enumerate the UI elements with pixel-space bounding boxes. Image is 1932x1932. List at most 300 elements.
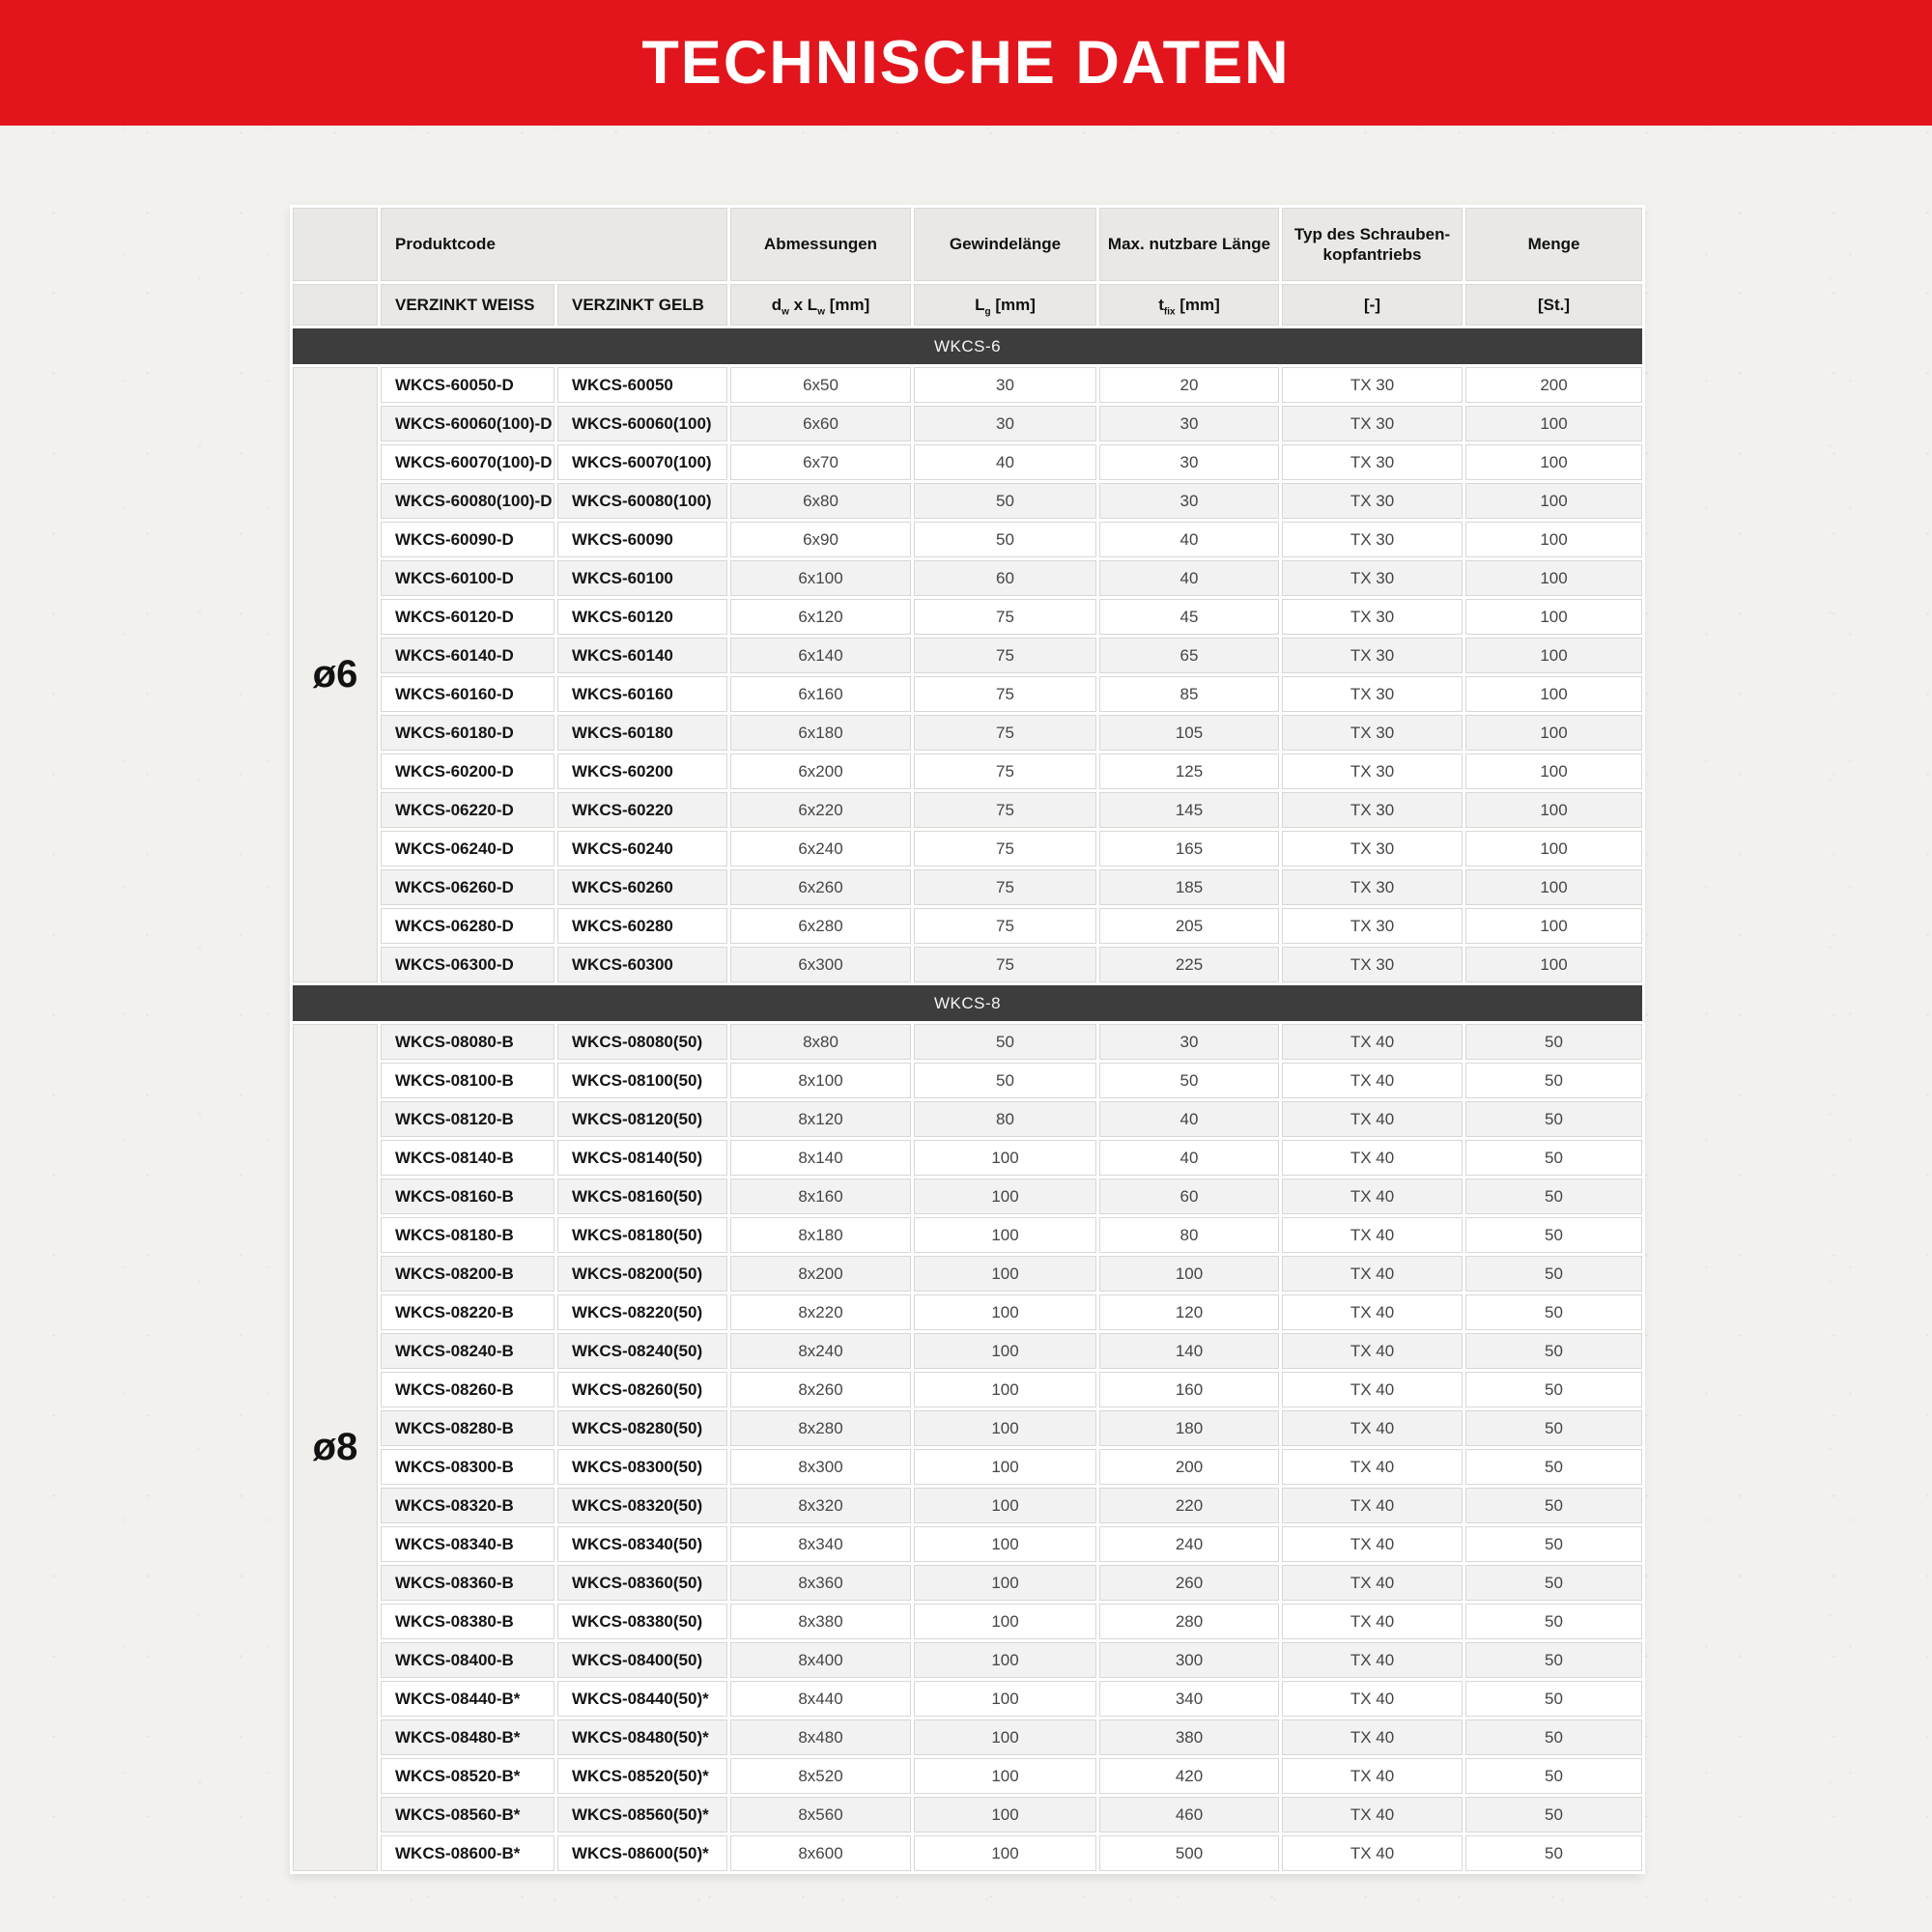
cell-dimensions: 6x70: [730, 444, 911, 480]
cell-drive-type: TX 40: [1282, 1256, 1463, 1292]
diameter-column-subheader: [293, 284, 378, 326]
cell-dimensions: 8x200: [730, 1256, 911, 1292]
cell-thread-length: 75: [914, 599, 1096, 635]
cell-dimensions: 8x120: [730, 1101, 911, 1137]
cell-thread-length: 60: [914, 560, 1096, 596]
table-row: [293, 1217, 1642, 1253]
cell-quantity: 50: [1465, 1719, 1642, 1755]
cell-code-gelb: WKCS-08120(50): [557, 1101, 727, 1137]
cell-dimensions: 8x280: [730, 1410, 911, 1446]
cell-quantity: 50: [1465, 1835, 1642, 1871]
table-row: [293, 560, 1642, 596]
cell-usable-length: 500: [1099, 1835, 1279, 1871]
cell-drive-type: TX 40: [1282, 1294, 1463, 1330]
cell-dimensions: 8x600: [730, 1835, 911, 1871]
cell-quantity: 100: [1465, 560, 1642, 596]
table-row: [293, 1719, 1642, 1755]
cell-code-weiss: WKCS-08480-B*: [381, 1719, 554, 1755]
cell-usable-length: 300: [1099, 1642, 1279, 1678]
cell-dimensions: 6x100: [730, 560, 911, 596]
cell-quantity: 50: [1465, 1101, 1642, 1137]
cell-code-weiss: WKCS-08240-B: [381, 1333, 554, 1369]
cell-drive-type: TX 30: [1282, 560, 1463, 596]
cell-usable-length: 240: [1099, 1526, 1279, 1562]
cell-drive-type: TX 30: [1282, 908, 1463, 944]
cell-dimensions: 8x140: [730, 1140, 911, 1176]
cell-code-gelb: WKCS-08380(50): [557, 1604, 727, 1639]
cell-usable-length: 180: [1099, 1410, 1279, 1446]
cell-code-weiss: WKCS-08260-B: [381, 1372, 554, 1407]
cell-code-weiss: WKCS-60050-D: [381, 367, 554, 403]
cell-code-weiss: WKCS-60140-D: [381, 638, 554, 673]
cell-thread-length: 75: [914, 869, 1096, 905]
cell-thread-length: 75: [914, 638, 1096, 673]
title-banner: [0, 0, 1932, 126]
table-row: [293, 1797, 1642, 1833]
cell-code-gelb: WKCS-60260: [557, 869, 727, 905]
cell-code-gelb: WKCS-08600(50)*: [557, 1835, 727, 1871]
cell-code-gelb: WKCS-08520(50)*: [557, 1758, 727, 1794]
table-row: [293, 1333, 1642, 1369]
cell-thread-length: 100: [914, 1179, 1096, 1214]
cell-quantity: 100: [1465, 638, 1642, 673]
cell-usable-length: 280: [1099, 1604, 1279, 1639]
cell-code-gelb: WKCS-60090: [557, 522, 727, 557]
cell-code-gelb: WKCS-60240: [557, 831, 727, 867]
table-row: [293, 1101, 1642, 1137]
cell-dimensions: 8x240: [730, 1333, 911, 1369]
cell-quantity: 100: [1465, 792, 1642, 828]
table-row: [293, 947, 1642, 982]
cell-thread-length: 100: [914, 1372, 1096, 1407]
cell-drive-type: TX 40: [1282, 1449, 1463, 1485]
cell-dimensions: 6x200: [730, 753, 911, 789]
cell-code-gelb: WKCS-08080(50): [557, 1024, 727, 1060]
table-row: [293, 1179, 1642, 1214]
cell-code-weiss: WKCS-08600-B*: [381, 1835, 554, 1871]
cell-thread-length: 100: [914, 1642, 1096, 1678]
cell-thread-length: 30: [914, 406, 1096, 441]
cell-quantity: 50: [1465, 1140, 1642, 1176]
cell-usable-length: 100: [1099, 1256, 1279, 1292]
col-subheader-drive-unit: [-]: [1282, 284, 1463, 326]
cell-quantity: 100: [1465, 676, 1642, 712]
cell-code-weiss: WKCS-60080(100)-D: [381, 483, 554, 519]
table-row: [293, 1526, 1642, 1562]
cell-thread-length: 75: [914, 792, 1096, 828]
cell-code-gelb: WKCS-08300(50): [557, 1449, 727, 1485]
cell-code-gelb: WKCS-60080(100): [557, 483, 727, 519]
cell-code-weiss: WKCS-08340-B: [381, 1526, 554, 1562]
cell-quantity: 50: [1465, 1410, 1642, 1446]
cell-drive-type: TX 40: [1282, 1719, 1463, 1755]
cell-drive-type: TX 40: [1282, 1642, 1463, 1678]
cell-drive-type: TX 30: [1282, 831, 1463, 867]
cell-code-gelb: WKCS-08100(50): [557, 1063, 727, 1098]
table-body: [293, 328, 1642, 1871]
cell-code-weiss: WKCS-08320-B: [381, 1488, 554, 1523]
cell-thread-length: 100: [914, 1217, 1096, 1253]
cell-usable-length: 30: [1099, 444, 1279, 480]
cell-dimensions: 6x220: [730, 792, 911, 828]
cell-code-weiss: WKCS-08180-B: [381, 1217, 554, 1253]
cell-dimensions: 8x220: [730, 1294, 911, 1330]
col-subheader-thread-length: $L_g$ [mm]: [914, 284, 1096, 326]
cell-usable-length: 40: [1099, 1101, 1279, 1137]
cell-code-weiss: WKCS-08200-B: [381, 1256, 554, 1292]
cell-quantity: 50: [1465, 1526, 1642, 1562]
cell-drive-type: TX 40: [1282, 1681, 1463, 1717]
cell-quantity: 100: [1465, 869, 1642, 905]
table-row: [293, 1604, 1642, 1639]
cell-code-weiss: WKCS-08120-B: [381, 1101, 554, 1137]
cell-code-weiss: WKCS-08520-B*: [381, 1758, 554, 1794]
cell-code-gelb: WKCS-08180(50): [557, 1217, 727, 1253]
table-row: [293, 792, 1642, 828]
cell-code-weiss: WKCS-08160-B: [381, 1179, 554, 1214]
section-header-label: WKCS-6: [293, 328, 1642, 364]
cell-dimensions: 6x50: [730, 367, 911, 403]
diameter-column-header: [293, 208, 378, 281]
cell-drive-type: TX 30: [1282, 638, 1463, 673]
col-header-max-nutzbare-laenge: Max. nutzbare Länge: [1099, 208, 1279, 281]
table-row: [293, 1758, 1642, 1794]
page-title: TECHNISCHE DATEN: [641, 28, 1291, 97]
cell-code-gelb: WKCS-60180: [557, 715, 727, 751]
cell-quantity: 50: [1465, 1565, 1642, 1601]
cell-code-gelb: WKCS-60280: [557, 908, 727, 944]
table-row: [293, 1488, 1642, 1523]
cell-usable-length: 45: [1099, 599, 1279, 635]
cell-quantity: 100: [1465, 599, 1642, 635]
cell-drive-type: TX 30: [1282, 367, 1463, 403]
cell-code-weiss: WKCS-08440-B*: [381, 1681, 554, 1717]
cell-quantity: 100: [1465, 908, 1642, 944]
cell-dimensions: 6x140: [730, 638, 911, 673]
cell-quantity: 50: [1465, 1642, 1642, 1678]
cell-code-gelb: WKCS-08240(50): [557, 1333, 727, 1369]
cell-quantity: 100: [1465, 753, 1642, 789]
cell-quantity: 100: [1465, 715, 1642, 751]
cell-usable-length: 260: [1099, 1565, 1279, 1601]
cell-usable-length: 205: [1099, 908, 1279, 944]
cell-thread-length: 75: [914, 753, 1096, 789]
table-row: [293, 1256, 1642, 1292]
cell-thread-length: 75: [914, 715, 1096, 751]
cell-dimensions: 8x400: [730, 1642, 911, 1678]
cell-drive-type: TX 40: [1282, 1604, 1463, 1639]
cell-quantity: 50: [1465, 1063, 1642, 1098]
cell-code-weiss: WKCS-60180-D: [381, 715, 554, 751]
cell-thread-length: 75: [914, 831, 1096, 867]
cell-thread-length: 50: [914, 1063, 1096, 1098]
cell-thread-length: 75: [914, 908, 1096, 944]
cell-usable-length: 20: [1099, 367, 1279, 403]
cell-code-gelb: WKCS-60050: [557, 367, 727, 403]
diameter-label: ø6: [293, 367, 378, 982]
cell-code-weiss: WKCS-60090-D: [381, 522, 554, 557]
col-subheader-verzinkt-gelb: VERZINKT GELB: [557, 284, 727, 326]
cell-drive-type: TX 30: [1282, 522, 1463, 557]
cell-dimensions: 6x300: [730, 947, 911, 982]
cell-code-weiss: WKCS-08300-B: [381, 1449, 554, 1485]
table-row: [293, 908, 1642, 944]
cell-code-weiss: WKCS-60070(100)-D: [381, 444, 554, 480]
cell-thread-length: 30: [914, 367, 1096, 403]
cell-thread-length: 40: [914, 444, 1096, 480]
cell-quantity: 100: [1465, 444, 1642, 480]
cell-drive-type: TX 40: [1282, 1565, 1463, 1601]
table-header: [293, 208, 1642, 326]
cell-code-weiss: WKCS-60200-D: [381, 753, 554, 789]
table-row: [293, 1410, 1642, 1446]
cell-usable-length: 200: [1099, 1449, 1279, 1485]
cell-code-weiss: WKCS-08560-B*: [381, 1797, 554, 1833]
col-header-produktcode: Produktcode: [381, 208, 727, 281]
cell-thread-length: 100: [914, 1294, 1096, 1330]
cell-thread-length: 100: [914, 1410, 1096, 1446]
cell-code-weiss: WKCS-08380-B: [381, 1604, 554, 1639]
cell-quantity: 50: [1465, 1604, 1642, 1639]
section-bar-row: [293, 985, 1642, 1021]
cell-thread-length: 100: [914, 1526, 1096, 1562]
cell-thread-length: 100: [914, 1797, 1096, 1833]
cell-usable-length: 120: [1099, 1294, 1279, 1330]
table-row: [293, 676, 1642, 712]
table-row: [293, 483, 1642, 519]
cell-dimensions: 8x520: [730, 1758, 911, 1794]
table-row: [293, 444, 1642, 480]
cell-quantity: 50: [1465, 1179, 1642, 1214]
cell-thread-length: 100: [914, 1681, 1096, 1717]
cell-thread-length: 50: [914, 522, 1096, 557]
cell-code-weiss: WKCS-08280-B: [381, 1410, 554, 1446]
cell-usable-length: 165: [1099, 831, 1279, 867]
cell-usable-length: 185: [1099, 869, 1279, 905]
table-row: [293, 1449, 1642, 1485]
cell-dimensions: 8x380: [730, 1604, 911, 1639]
cell-dimensions: 6x120: [730, 599, 911, 635]
cell-drive-type: TX 30: [1282, 869, 1463, 905]
cell-thread-length: 50: [914, 1024, 1096, 1060]
cell-drive-type: TX 30: [1282, 483, 1463, 519]
table-row: [293, 1835, 1642, 1871]
cell-quantity: 50: [1465, 1488, 1642, 1523]
cell-usable-length: 160: [1099, 1372, 1279, 1407]
table-row: [293, 599, 1642, 635]
cell-dimensions: 8x340: [730, 1526, 911, 1562]
table-row: [293, 1681, 1642, 1717]
cell-dimensions: 8x180: [730, 1217, 911, 1253]
cell-usable-length: 125: [1099, 753, 1279, 789]
cell-code-gelb: WKCS-08440(50)*: [557, 1681, 727, 1717]
col-header-menge: Menge: [1465, 208, 1642, 281]
cell-drive-type: TX 30: [1282, 715, 1463, 751]
cell-code-gelb: WKCS-08200(50): [557, 1256, 727, 1292]
cell-usable-length: 30: [1099, 483, 1279, 519]
cell-drive-type: TX 30: [1282, 792, 1463, 828]
cell-thread-length: 100: [914, 1604, 1096, 1639]
cell-thread-length: 75: [914, 676, 1096, 712]
cell-dimensions: 6x240: [730, 831, 911, 867]
cell-drive-type: TX 40: [1282, 1024, 1463, 1060]
cell-thread-length: 100: [914, 1488, 1096, 1523]
cell-code-gelb: WKCS-08400(50): [557, 1642, 727, 1678]
diameter-label: ø8: [293, 1024, 378, 1871]
cell-thread-length: 75: [914, 947, 1096, 982]
cell-quantity: 200: [1465, 367, 1642, 403]
cell-code-gelb: WKCS-08320(50): [557, 1488, 727, 1523]
cell-drive-type: TX 30: [1282, 753, 1463, 789]
table-row: [293, 1024, 1642, 1060]
col-subheader-dimensions: $d_w$ x $L_w$ [mm]: [730, 284, 911, 326]
cell-usable-length: 40: [1099, 1140, 1279, 1176]
cell-drive-type: TX 40: [1282, 1372, 1463, 1407]
cell-quantity: 100: [1465, 831, 1642, 867]
cell-drive-type: TX 40: [1282, 1063, 1463, 1098]
table-row: [293, 406, 1642, 441]
cell-thread-length: 100: [914, 1758, 1096, 1794]
cell-dimensions: 6x80: [730, 483, 911, 519]
col-header-gewindelaenge: Gewindelänge: [914, 208, 1096, 281]
cell-quantity: 50: [1465, 1449, 1642, 1485]
cell-usable-length: 225: [1099, 947, 1279, 982]
cell-dimensions: 8x480: [730, 1719, 911, 1755]
cell-code-gelb: WKCS-60100: [557, 560, 727, 596]
cell-code-gelb: WKCS-60160: [557, 676, 727, 712]
cell-quantity: 50: [1465, 1024, 1642, 1060]
cell-quantity: 50: [1465, 1256, 1642, 1292]
cell-usable-length: 105: [1099, 715, 1279, 751]
cell-usable-length: 140: [1099, 1333, 1279, 1369]
cell-usable-length: 380: [1099, 1719, 1279, 1755]
cell-drive-type: TX 30: [1282, 406, 1463, 441]
cell-drive-type: TX 40: [1282, 1758, 1463, 1794]
cell-thread-length: 100: [914, 1835, 1096, 1871]
cell-code-weiss: WKCS-06220-D: [381, 792, 554, 828]
cell-drive-type: TX 40: [1282, 1526, 1463, 1562]
section-bar-row: [293, 328, 1642, 364]
cell-thread-length: 100: [914, 1256, 1096, 1292]
table-row: [293, 1642, 1642, 1678]
table-row: [293, 522, 1642, 557]
cell-code-gelb: WKCS-08480(50)*: [557, 1719, 727, 1755]
cell-quantity: 100: [1465, 483, 1642, 519]
technical-data-table: [290, 205, 1645, 1874]
table-row: [293, 753, 1642, 789]
cell-code-weiss: WKCS-06240-D: [381, 831, 554, 867]
cell-thread-length: 100: [914, 1140, 1096, 1176]
technical-data-table-wrap: [290, 205, 1642, 1874]
cell-quantity: 50: [1465, 1217, 1642, 1253]
cell-code-weiss: WKCS-08220-B: [381, 1294, 554, 1330]
col-header-abmessungen: Abmessungen: [730, 208, 911, 281]
cell-drive-type: TX 40: [1282, 1835, 1463, 1871]
col-header-antriebstyp: Typ des Schrauben- kopfantriebs: [1282, 208, 1463, 281]
cell-code-gelb: WKCS-60070(100): [557, 444, 727, 480]
cell-drive-type: TX 30: [1282, 676, 1463, 712]
cell-code-gelb: WKCS-08560(50)*: [557, 1797, 727, 1833]
cell-drive-type: TX 40: [1282, 1140, 1463, 1176]
cell-thread-length: 100: [914, 1333, 1096, 1369]
cell-usable-length: 220: [1099, 1488, 1279, 1523]
col-subheader-verzinkt-weiss: VERZINKT WEISS: [381, 284, 554, 326]
cell-usable-length: 340: [1099, 1681, 1279, 1717]
cell-quantity: 50: [1465, 1681, 1642, 1717]
cell-drive-type: TX 40: [1282, 1101, 1463, 1137]
cell-code-weiss: WKCS-60160-D: [381, 676, 554, 712]
cell-thread-length: 100: [914, 1565, 1096, 1601]
cell-code-gelb: WKCS-08280(50): [557, 1410, 727, 1446]
cell-dimensions: 8x80: [730, 1024, 911, 1060]
cell-drive-type: TX 40: [1282, 1488, 1463, 1523]
cell-code-weiss: WKCS-06300-D: [381, 947, 554, 982]
cell-dimensions: 6x260: [730, 869, 911, 905]
cell-dimensions: 8x320: [730, 1488, 911, 1523]
table-row: [293, 831, 1642, 867]
cell-usable-length: 80: [1099, 1217, 1279, 1253]
cell-thread-length: 80: [914, 1101, 1096, 1137]
table-row: [293, 1063, 1642, 1098]
cell-usable-length: 145: [1099, 792, 1279, 828]
cell-quantity: 50: [1465, 1333, 1642, 1369]
header-row-sub: [293, 284, 1642, 326]
table-row: [293, 1565, 1642, 1601]
cell-code-weiss: WKCS-06260-D: [381, 869, 554, 905]
cell-code-weiss: WKCS-08400-B: [381, 1642, 554, 1678]
cell-code-gelb: WKCS-08140(50): [557, 1140, 727, 1176]
cell-drive-type: TX 30: [1282, 947, 1463, 982]
cell-usable-length: 30: [1099, 406, 1279, 441]
cell-dimensions: 6x90: [730, 522, 911, 557]
cell-quantity: 50: [1465, 1372, 1642, 1407]
cell-drive-type: TX 40: [1282, 1410, 1463, 1446]
cell-usable-length: 65: [1099, 638, 1279, 673]
cell-drive-type: TX 30: [1282, 444, 1463, 480]
cell-quantity: 50: [1465, 1758, 1642, 1794]
cell-usable-length: 60: [1099, 1179, 1279, 1214]
col-subheader-usable-length: $t_{fix}$ [mm]: [1099, 284, 1279, 326]
cell-code-weiss: WKCS-08140-B: [381, 1140, 554, 1176]
table-row: [293, 715, 1642, 751]
cell-drive-type: TX 40: [1282, 1333, 1463, 1369]
table-row: [293, 869, 1642, 905]
cell-code-gelb: WKCS-60300: [557, 947, 727, 982]
cell-code-gelb: WKCS-08260(50): [557, 1372, 727, 1407]
cell-dimensions: 6x280: [730, 908, 911, 944]
cell-drive-type: TX 40: [1282, 1179, 1463, 1214]
cell-dimensions: 8x260: [730, 1372, 911, 1407]
header-row-main: [293, 208, 1642, 281]
cell-code-gelb: WKCS-08340(50): [557, 1526, 727, 1562]
table-row: [293, 367, 1642, 403]
cell-dimensions: 6x160: [730, 676, 911, 712]
cell-drive-type: TX 30: [1282, 599, 1463, 635]
cell-code-gelb: WKCS-08160(50): [557, 1179, 727, 1214]
cell-thread-length: 50: [914, 483, 1096, 519]
cell-quantity: 100: [1465, 522, 1642, 557]
cell-dimensions: 8x360: [730, 1565, 911, 1601]
cell-dimensions: 6x60: [730, 406, 911, 441]
cell-code-weiss: WKCS-60100-D: [381, 560, 554, 596]
cell-dimensions: 8x160: [730, 1179, 911, 1214]
cell-usable-length: 85: [1099, 676, 1279, 712]
cell-code-weiss: WKCS-08360-B: [381, 1565, 554, 1601]
cell-usable-length: 420: [1099, 1758, 1279, 1794]
cell-code-gelb: WKCS-60140: [557, 638, 727, 673]
cell-usable-length: 40: [1099, 560, 1279, 596]
cell-usable-length: 40: [1099, 522, 1279, 557]
